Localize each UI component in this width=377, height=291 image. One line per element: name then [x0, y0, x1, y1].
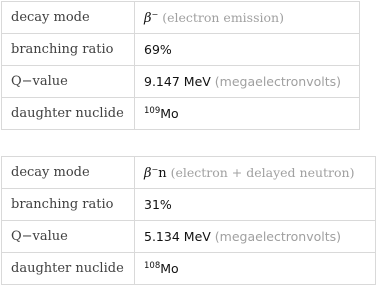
daughter-nuclide-label: daughter nuclide	[2, 253, 135, 285]
decay-mode-description: (electron + delayed neutron)	[170, 164, 355, 180]
decay-symbol-superscript: −	[151, 9, 159, 19]
decay-symbol-superscript: −	[151, 164, 159, 174]
decay-mode-row	[2, 2, 360, 34]
q-value-label: Q−value	[2, 66, 135, 98]
q-value-value	[135, 66, 360, 98]
q-value-value	[135, 221, 376, 253]
mass-number: 108	[144, 260, 161, 271]
decay-table-2	[1, 156, 376, 285]
decay-mode-row	[2, 157, 376, 189]
decay-mode-value	[135, 2, 360, 34]
daughter-nuclide-label: daughter nuclide	[2, 98, 135, 130]
element-symbol: Mo	[160, 106, 179, 121]
branching-ratio-row	[2, 189, 376, 221]
q-value-unit: MeV	[183, 74, 211, 89]
branching-ratio-value: 69%	[135, 34, 360, 66]
decay-mode-label: decay mode	[2, 157, 135, 189]
daughter-nuclide-value	[135, 98, 360, 130]
decay-table-1	[1, 1, 360, 130]
q-value-number: 5.134	[144, 229, 180, 244]
decay-mode-value	[135, 157, 376, 189]
q-value-row	[2, 66, 360, 98]
q-value-number: 9.147	[144, 74, 180, 89]
branching-ratio-row	[2, 34, 360, 66]
q-value-unit-description: (megaelectronvolts)	[214, 229, 342, 244]
branching-ratio-value: 31%	[135, 189, 376, 221]
q-value-unit: MeV	[183, 229, 211, 244]
decay-symbol: β	[144, 10, 152, 26]
branching-ratio-label: branching ratio	[2, 34, 135, 66]
decay-symbol-suffix: n	[158, 165, 167, 181]
decay-mode-description: (electron emission)	[162, 9, 284, 25]
mass-number: 109	[144, 105, 161, 116]
decay-symbol: β	[144, 165, 152, 181]
daughter-nuclide-row	[2, 253, 376, 285]
q-value-label: Q−value	[2, 221, 135, 253]
element-symbol: Mo	[160, 261, 179, 276]
q-value-row	[2, 221, 376, 253]
branching-ratio-label: branching ratio	[2, 189, 135, 221]
decay-mode-label: decay mode	[2, 2, 135, 34]
daughter-nuclide-row	[2, 98, 360, 130]
q-value-unit-description: (megaelectronvolts)	[214, 74, 342, 89]
daughter-nuclide-value	[135, 253, 376, 285]
